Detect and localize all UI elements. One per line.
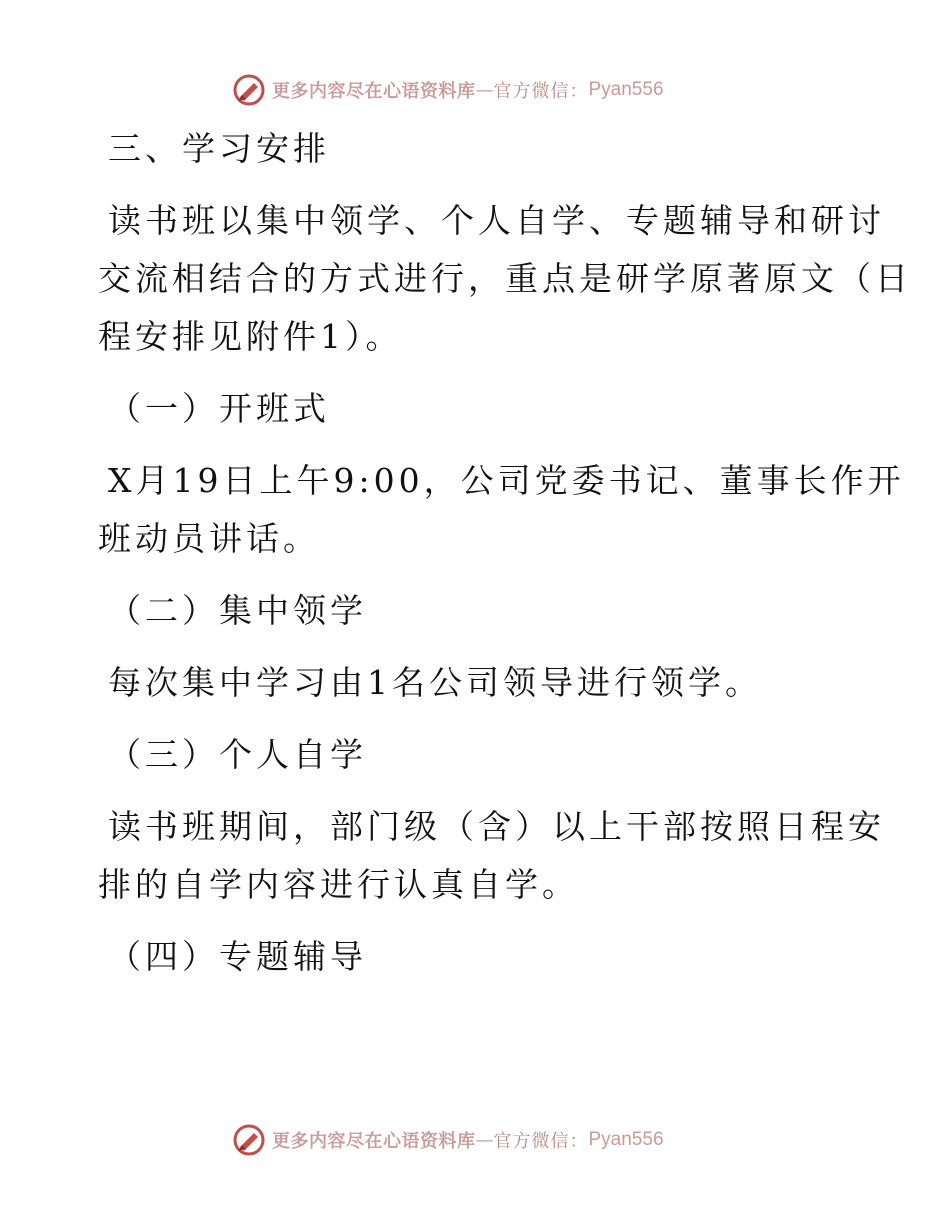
subsection-heading-tutoring: （四）专题辅导 (108, 937, 367, 976)
paragraph-line: X月19日上午9:00，公司党委书记、董事长作开 (108, 461, 905, 500)
watermark-account: Pyan556 (588, 79, 664, 100)
watermark-account: Pyan556 (588, 1129, 664, 1150)
paragraph-line: 读书班期间，部门级（含）以上干部按照日程安 (108, 807, 885, 846)
paragraph-line: 交流相结合的方式进行，重点是研学原著原文（日 (98, 259, 912, 298)
paragraph-line: 每次集中学习由1名公司领导进行领学。 (108, 663, 762, 702)
group-study-paragraph (98, 654, 858, 712)
document-body (98, 120, 912, 986)
watermark-official-label: 官方微信： (493, 81, 589, 102)
watermark-separator: — (475, 79, 494, 101)
footer-watermark (232, 1122, 664, 1158)
section-heading: 三、学习安排 (108, 129, 330, 168)
watermark-official-label: 官方微信： (493, 1131, 589, 1152)
watermark-title: 更多内容尽在心语资料库 (272, 1131, 476, 1152)
self-study-paragraph (98, 798, 885, 914)
paragraph-line: 读书班以集中领学、个人自学、专题辅导和研讨 (108, 201, 885, 240)
watermark-separator: — (475, 1129, 494, 1151)
paragraph-line: 排的自学内容进行认真自学。 (98, 865, 579, 904)
paragraph-line: 程安排见附件1）。 (98, 317, 403, 356)
intro-paragraph (98, 192, 912, 366)
pen-logo-icon (232, 1123, 266, 1157)
opening-paragraph (98, 452, 905, 568)
subsection-heading-self-study: （三）个人自学 (108, 735, 367, 774)
subsection-heading-opening: （一）开班式 (108, 389, 330, 428)
header-watermark (232, 72, 664, 108)
watermark-title: 更多内容尽在心语资料库 (272, 81, 476, 102)
pen-logo-icon (232, 73, 266, 107)
paragraph-line: 班动员讲话。 (98, 519, 320, 558)
subsection-heading-group-study: （二）集中领学 (108, 591, 367, 630)
